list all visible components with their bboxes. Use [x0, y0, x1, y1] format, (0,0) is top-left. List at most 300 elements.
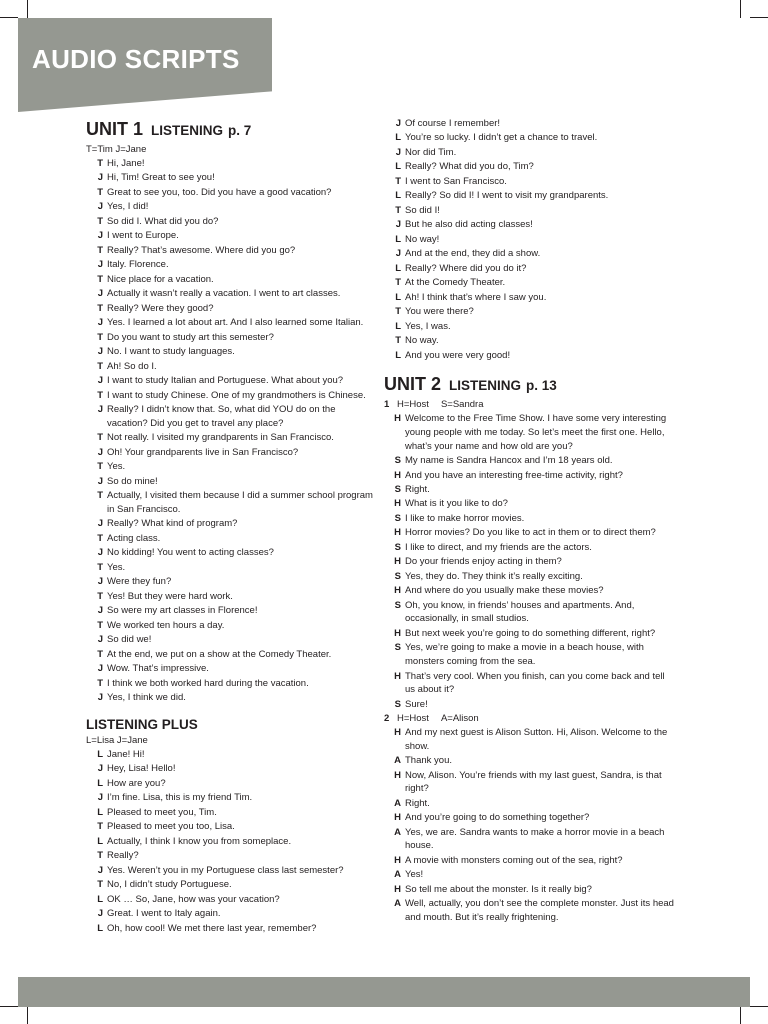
dialogue-line: [384, 811, 674, 825]
speaker-initial: T: [97, 186, 103, 198]
dialogue-text: Nice place for a vacation.: [107, 273, 214, 285]
dialogue-text: And you’re going to do something together?: [405, 812, 590, 824]
dialogue-text: Really? Where did you do it?: [405, 262, 527, 274]
dialogue-text: OK … So, Jane, how was your vacation?: [107, 893, 280, 905]
crop-mark: [27, 1006, 28, 1024]
speaker-initial: L: [97, 777, 103, 789]
dialogue-text: Were they fun?: [107, 576, 172, 588]
listening-plus-dialogue: [86, 748, 376, 935]
dialogue-text: Yes, I was.: [405, 320, 451, 332]
dialogue-text: Well, actually, you don’t see the complete monster. Just its head and mouth. But it’s really frightening.: [405, 898, 674, 923]
speaker-initial: T: [97, 389, 103, 401]
dialogue-line: [86, 258, 376, 272]
dialogue-line: [384, 291, 674, 305]
dialogue-line: [86, 907, 376, 921]
speaker-initial: S: [394, 642, 401, 654]
dialogue-line: [384, 233, 674, 247]
dialogue-text: Thank you.: [405, 755, 452, 767]
speaker-initial: J: [395, 219, 401, 231]
dialogue-line: [384, 897, 674, 924]
dialogue-text: Actually, I think I know you from someplace.: [107, 835, 292, 847]
unit1-speakers: T=Tim J=Jane: [86, 144, 147, 155]
dialogue-line: [384, 826, 674, 853]
dialogue-line: [86, 604, 376, 618]
dialogue-text: What is it you like to do?: [405, 498, 508, 510]
speaker-initial: L: [395, 233, 401, 245]
dialogue-text: Pleased to meet you, Tim.: [107, 806, 217, 818]
listening-plus-dialogue-continued: [384, 117, 674, 362]
dialogue-line: [86, 662, 376, 676]
dialogue-text: A movie with monsters coming out of the sea, right?: [405, 854, 623, 866]
dialogue-line: [86, 633, 376, 647]
speaker-initial: H: [394, 769, 401, 781]
speaker-key: S=Sandra: [440, 399, 484, 411]
dialogue-line: [384, 469, 674, 483]
unit1-page-ref: p. 7: [228, 123, 252, 138]
speaker-initial: S: [394, 483, 401, 495]
speaker-initial: J: [97, 547, 103, 559]
dialogue-text: Yes! But they were hard work.: [107, 590, 233, 602]
speaker-initial: T: [97, 561, 103, 573]
speaker-initial: T: [97, 590, 103, 602]
dialogue-line: [384, 641, 674, 668]
speaker-initial: L: [395, 190, 401, 202]
dialogue-line: [384, 160, 674, 174]
dialogue-text: Actually, I visited them because I did a summer school program in San Francisco.: [107, 490, 373, 515]
dialogue-line: [86, 648, 376, 662]
unit2-part2-speakers: [384, 712, 674, 726]
dialogue-text: Great to see you, too. Did you have a good vacation?: [107, 186, 332, 198]
unit2-part1-dialogue: [384, 412, 674, 711]
speaker-initial: J: [97, 346, 103, 358]
dialogue-text: No kidding! You went to acting classes?: [107, 547, 274, 559]
dialogue-line: [86, 157, 376, 171]
dialogue-line: [86, 777, 376, 791]
dialogue-line: [86, 893, 376, 907]
speaker-initial: J: [395, 146, 401, 158]
speaker-initial: A: [394, 898, 401, 910]
dialogue-line: [86, 878, 376, 892]
dialogue-line: [86, 820, 376, 834]
crop-mark: [740, 1006, 741, 1024]
dialogue-text: Do your friends enjoy acting in them?: [405, 556, 562, 568]
speaker-initial: T: [97, 677, 103, 689]
speaker-initial: H: [394, 498, 401, 510]
unit2-page-ref: p. 13: [526, 378, 557, 394]
dialogue-line: [86, 762, 376, 776]
speaker-initial: S: [394, 541, 401, 553]
dialogue-text: My name is Sandra Hancox and I’m 18 years old.: [405, 455, 613, 467]
dialogue-line: [86, 360, 376, 374]
dialogue-text: Really? What did you do, Tim?: [405, 161, 534, 173]
dialogue-text: But next week you’re going to do something different, right?: [405, 627, 656, 639]
speaker-initial: H: [394, 556, 401, 568]
dialogue-line: [86, 677, 376, 691]
dialogue-text: And my next guest is Alison Sutton. Hi, Alison. Welcome to the show.: [405, 727, 668, 752]
dialogue-line: [384, 555, 674, 569]
listening-plus-speakers: L=Lisa J=Jane: [86, 734, 148, 746]
speaker-initial: A: [394, 869, 401, 881]
dialogue-line: [86, 287, 376, 301]
speaker-initial: L: [97, 893, 103, 905]
speaker-initial: T: [97, 331, 103, 343]
speaker-initial: H: [394, 469, 401, 481]
speaker-initial: T: [97, 158, 103, 169]
speaker-initial: J: [97, 692, 103, 704]
dialogue-text: Really?: [107, 850, 139, 862]
speaker-initial: A: [394, 826, 401, 838]
dialogue-line: [86, 791, 376, 805]
dialogue-text: Actually it wasn’t really a vacation. I went to art classes.: [107, 288, 341, 300]
dialogue-text: Really? What kind of program?: [107, 518, 238, 530]
speaker-initial: J: [97, 259, 103, 271]
dialogue-text: Do you want to study art this semester?: [107, 331, 274, 343]
dialogue-line: [384, 526, 674, 540]
speaker-initial: T: [395, 277, 401, 289]
dialogue-text: Really? That’s awesome. Where did you go?: [107, 244, 296, 256]
unit1-listening-label: LISTENING: [151, 123, 224, 138]
crop-mark: [750, 1006, 768, 1007]
page-title: AUDIO SCRIPTS: [32, 44, 240, 74]
dialogue-line: [384, 262, 674, 276]
dialogue-line: [86, 849, 376, 863]
speaker-initial: J: [97, 404, 103, 416]
left-column: [86, 117, 376, 936]
dialogue-text: Yes, we are. Sandra wants to make a horror movie in a beach house.: [405, 826, 665, 852]
dialogue-line: [384, 698, 674, 712]
dialogue-line: [384, 754, 674, 768]
dialogue-text: You were there?: [405, 306, 474, 318]
speaker-key: H=Host: [397, 713, 429, 725]
dialogue-text: No way!: [405, 233, 440, 245]
speaker-initial: J: [97, 375, 103, 387]
speaker-initial: L: [395, 161, 401, 173]
speaker-initial: T: [97, 360, 103, 372]
dialogue-line: [384, 247, 674, 261]
footer-bar: [18, 977, 750, 1007]
dialogue-line: [384, 854, 674, 868]
speaker-initial: L: [395, 132, 401, 144]
unit2-listening-label: LISTENING: [449, 378, 522, 394]
dialogue-text: Ah! So do I.: [107, 360, 157, 372]
dialogue-line: [384, 218, 674, 232]
crop-mark: [0, 17, 18, 18]
speaker-initial: A: [394, 755, 401, 767]
speaker-initial: H: [394, 585, 401, 597]
dialogue-line: [384, 883, 674, 897]
speaker-initial: H: [394, 854, 401, 866]
dialogue-text: Yes. Weren’t you in my Portuguese class last semester?: [107, 864, 344, 876]
dialogue-line: [384, 175, 674, 189]
dialogue-line: [86, 748, 376, 762]
dialogue-text: Horror movies? Do you like to act in them or to direct them?: [405, 527, 656, 539]
right-column: [384, 117, 674, 925]
speaker-initial: T: [395, 204, 401, 216]
speaker-initial: L: [97, 922, 103, 934]
dialogue-line: [86, 345, 376, 359]
dialogue-text: Great. I went to Italy again.: [107, 908, 221, 920]
dialogue-line: [384, 454, 674, 468]
speaker-initial: T: [97, 648, 103, 660]
dialogue-line: [384, 797, 674, 811]
unit1-dialogue: [86, 157, 376, 705]
speaker-initial: H: [394, 812, 401, 824]
speaker-initial: J: [97, 605, 103, 617]
speaker-initial: T: [97, 821, 103, 833]
dialogue-line: [86, 200, 376, 214]
speaker-initial: J: [97, 763, 103, 775]
dialogue-text: Wow. That’s impressive.: [107, 663, 209, 675]
dialogue-text: No way.: [405, 335, 439, 347]
dialogue-text: Hi, Tim! Great to see you!: [107, 172, 215, 184]
dialogue-text: Right.: [405, 797, 430, 809]
dialogue-line: [384, 131, 674, 145]
dialogue-line: [86, 806, 376, 820]
dialogue-text: Yes. I learned a lot about art. And I also learned some Italian.: [107, 317, 364, 329]
dialogue-text: So did we!: [107, 634, 152, 646]
dialogue-text: Really? Were they good?: [107, 302, 214, 314]
dialogue-text: Sure!: [405, 698, 428, 710]
dialogue-text: At the end, we put on a show at the Comedy Theater.: [107, 648, 332, 660]
speaker-initial: J: [97, 475, 103, 487]
speaker-initial: T: [395, 306, 401, 318]
dialogue-line: [86, 302, 376, 316]
dialogue-text: Yes.: [107, 461, 126, 473]
speaker-initial: T: [97, 461, 103, 473]
dialogue-text: So did I!: [405, 204, 440, 216]
crop-mark: [740, 0, 741, 18]
speaker-initial: J: [97, 663, 103, 675]
dialogue-text: So were my art classes in Florence!: [107, 605, 258, 617]
unit2-part2-dialogue: [384, 726, 674, 924]
speaker-initial: L: [395, 349, 401, 361]
dialogue-line: [86, 532, 376, 546]
dialogue-line: [384, 512, 674, 526]
speaker-initial: H: [394, 727, 401, 739]
dialogue-text: Welcome to the Free Time Show. I have some very interesting young people with me today. So let’s meet the first one. Hello, what’s your name and how old are you?: [405, 413, 667, 452]
dialogue-line: [86, 561, 376, 575]
dialogue-line: [86, 446, 376, 460]
speaker-initial: T: [97, 273, 103, 285]
dialogue-text: Ah! I think that’s where I saw you.: [405, 291, 547, 303]
dialogue-text: I went to San Francisco.: [405, 175, 507, 187]
dialogue-line: [86, 460, 376, 474]
dialogue-line: [86, 403, 376, 430]
speaker-initial: J: [97, 201, 103, 213]
dialogue-text: Jane! Hi!: [107, 748, 145, 760]
speaker-initial: J: [97, 634, 103, 646]
speaker-initial: S: [394, 455, 401, 467]
dialogue-line: [384, 570, 674, 584]
dialogue-line: [384, 769, 674, 796]
dialogue-line: [384, 334, 674, 348]
speaker-initial: T: [97, 532, 103, 544]
dialogue-text: How are you?: [107, 777, 166, 789]
speaker-initial: T: [395, 175, 401, 187]
crop-mark: [0, 1006, 18, 1007]
dialogue-line: [86, 590, 376, 604]
dialogue-text: Oh, how cool! We met there last year, remember?: [107, 922, 317, 934]
speaker-initial: L: [395, 320, 401, 332]
dialogue-text: But he also did acting classes!: [405, 219, 533, 231]
speaker-initial: L: [97, 835, 103, 847]
dialogue-line: [86, 316, 376, 330]
speaker-initial: T: [97, 215, 103, 227]
speaker-initial: J: [97, 908, 103, 920]
dialogue-text: I think we both worked hard during the vacation.: [107, 677, 309, 689]
speaker-initial: L: [97, 806, 103, 818]
dialogue-text: Yes, we’re going to make a movie in a beach house, with monsters coming from the sea.: [405, 642, 644, 668]
speaker-initial: H: [394, 413, 401, 425]
dialogue-line: [384, 483, 674, 497]
dialogue-line: [86, 244, 376, 258]
dialogue-line: [384, 204, 674, 218]
dialogue-text: So tell me about the monster. Is it really big?: [405, 883, 592, 895]
dialogue-line: [86, 273, 376, 287]
speaker-initial: J: [97, 317, 103, 329]
dialogue-line: [86, 489, 376, 516]
dialogue-line: [86, 186, 376, 200]
dialogue-text: Yes, I think we did.: [107, 692, 186, 704]
speaker-initial: L: [97, 748, 103, 760]
dialogue-text: Pleased to meet you too, Lisa.: [107, 821, 235, 833]
dialogue-line: [86, 575, 376, 589]
dialogue-line: [384, 305, 674, 319]
dialogue-text: Now, Alison. You’re friends with my last guest, Sandra, is that right?: [405, 769, 662, 795]
speaker-initial: H: [394, 527, 401, 539]
speaker-initial: J: [97, 172, 103, 184]
dialogue-text: Yes, they do. They think it’s really exciting.: [405, 570, 583, 582]
dialogue-text: And where do you usually make these movies?: [405, 585, 604, 597]
speaker-initial: L: [395, 262, 401, 274]
dialogue-text: I want to study Chinese. One of my grandmothers is Chinese.: [107, 389, 366, 401]
dialogue-text: Hey, Lisa! Hello!: [107, 763, 176, 775]
dialogue-text: Yes!: [405, 869, 424, 881]
dialogue-line: [86, 229, 376, 243]
unit2-title: UNIT 2: [384, 374, 442, 395]
dialogue-line: [384, 412, 674, 453]
dialogue-text: No. I want to study languages.: [107, 346, 235, 358]
dialogue-text: And you were very good!: [405, 349, 511, 361]
dialogue-text: We worked ten hours a day.: [107, 619, 225, 631]
dialogue-text: Of course I remember!: [405, 118, 501, 129]
speaker-initial: L: [395, 291, 401, 303]
dialogue-line: [384, 627, 674, 641]
unit2-heading: [384, 374, 674, 398]
dialogue-line: [384, 497, 674, 511]
speaker-initial: A: [394, 797, 401, 809]
speaker-initial: J: [97, 288, 103, 300]
part-number: 1: [384, 399, 390, 411]
dialogue-line: [384, 349, 674, 363]
dialogue-line: [384, 276, 674, 290]
dialogue-line: [86, 331, 376, 345]
speaker-initial: S: [394, 599, 401, 611]
dialogue-line: [384, 117, 674, 131]
speaker-initial: T: [97, 850, 103, 862]
dialogue-line: [86, 835, 376, 849]
dialogue-text: That’s very cool. When you finish, can you come back and tell us about it?: [405, 670, 665, 696]
dialogue-line: [86, 171, 376, 185]
dialogue-line: [86, 389, 376, 403]
speaker-initial: J: [97, 792, 103, 804]
speaker-initial: S: [394, 698, 401, 710]
dialogue-text: Yes, I did!: [107, 201, 149, 213]
dialogue-text: I’m fine. Lisa, this is my friend Tim.: [107, 792, 253, 804]
dialogue-text: You’re so lucky. I didn’t get a chance to travel.: [405, 132, 598, 144]
speaker-initial: J: [97, 864, 103, 876]
dialogue-line: [384, 189, 674, 203]
dialogue-text: Nor did Tim.: [405, 146, 457, 158]
speaker-initial: T: [395, 335, 401, 347]
dialogue-line: [384, 541, 674, 555]
dialogue-text: Hi, Jane!: [107, 158, 145, 169]
dialogue-text: So do mine!: [107, 475, 158, 487]
unit1-heading: [86, 119, 376, 143]
dialogue-text: I went to Europe.: [107, 230, 179, 242]
dialogue-line: [86, 619, 376, 633]
dialogue-text: Really? So did I! I went to visit my grandparents.: [405, 190, 609, 202]
dialogue-line: [86, 691, 376, 705]
dialogue-line: [86, 546, 376, 560]
speaker-initial: S: [394, 570, 401, 582]
dialogue-line: [384, 320, 674, 334]
dialogue-text: So did I. What did you do?: [107, 215, 219, 227]
speaker-initial: T: [97, 879, 103, 891]
dialogue-line: [384, 599, 674, 626]
speaker-key: A=Alison: [440, 713, 479, 725]
speaker-initial: H: [394, 670, 401, 682]
dialogue-text: And you have an interesting free-time activity, right?: [405, 469, 623, 481]
dialogue-line: [384, 146, 674, 160]
dialogue-text: Really? I didn’t know that. So, what did YOU do on the vacation? Did you get to travel any place?: [107, 404, 336, 429]
dialogue-text: Italy. Florence.: [107, 259, 169, 271]
dialogue-line: [86, 215, 376, 229]
speaker-initial: T: [97, 619, 103, 631]
speaker-key: H=Host: [397, 399, 429, 411]
dialogue-line: [384, 868, 674, 882]
speaker-initial: S: [394, 512, 401, 524]
speaker-initial: T: [97, 490, 103, 502]
dialogue-text: Oh, you know, in friends’ houses and apartments. And, occasionally, in small studios.: [405, 599, 635, 625]
dialogue-line: [86, 374, 376, 388]
dialogue-line: [86, 922, 376, 936]
dialogue-text: Acting class.: [107, 532, 161, 544]
speaker-initial: J: [97, 446, 103, 458]
unit2-part1-speakers: [384, 398, 674, 412]
dialogue-text: I want to study Italian and Portuguese. What about you?: [107, 375, 344, 387]
speaker-initial: J: [395, 248, 401, 260]
speaker-initial: T: [97, 244, 103, 256]
crop-mark: [750, 17, 768, 18]
speaker-initial: H: [394, 883, 401, 895]
speaker-initial: J: [97, 576, 103, 588]
dialogue-text: Right.: [405, 483, 430, 495]
crop-mark: [27, 0, 28, 18]
dialogue-text: I like to direct, and my friends are the actors.: [405, 541, 592, 553]
speaker-initial: H: [394, 627, 401, 639]
dialogue-text: No, I didn’t study Portuguese.: [107, 879, 232, 891]
dialogue-text: I like to make horror movies.: [405, 512, 525, 524]
dialogue-text: Yes.: [107, 561, 126, 573]
dialogue-text: Oh! Your grandparents live in San Francisco?: [107, 446, 299, 458]
speaker-initial: T: [97, 432, 103, 444]
dialogue-line: [86, 431, 376, 445]
part-number: 2: [384, 713, 390, 725]
dialogue-line: [384, 670, 674, 697]
unit1-title: UNIT 1: [86, 119, 144, 139]
dialogue-line: [86, 864, 376, 878]
